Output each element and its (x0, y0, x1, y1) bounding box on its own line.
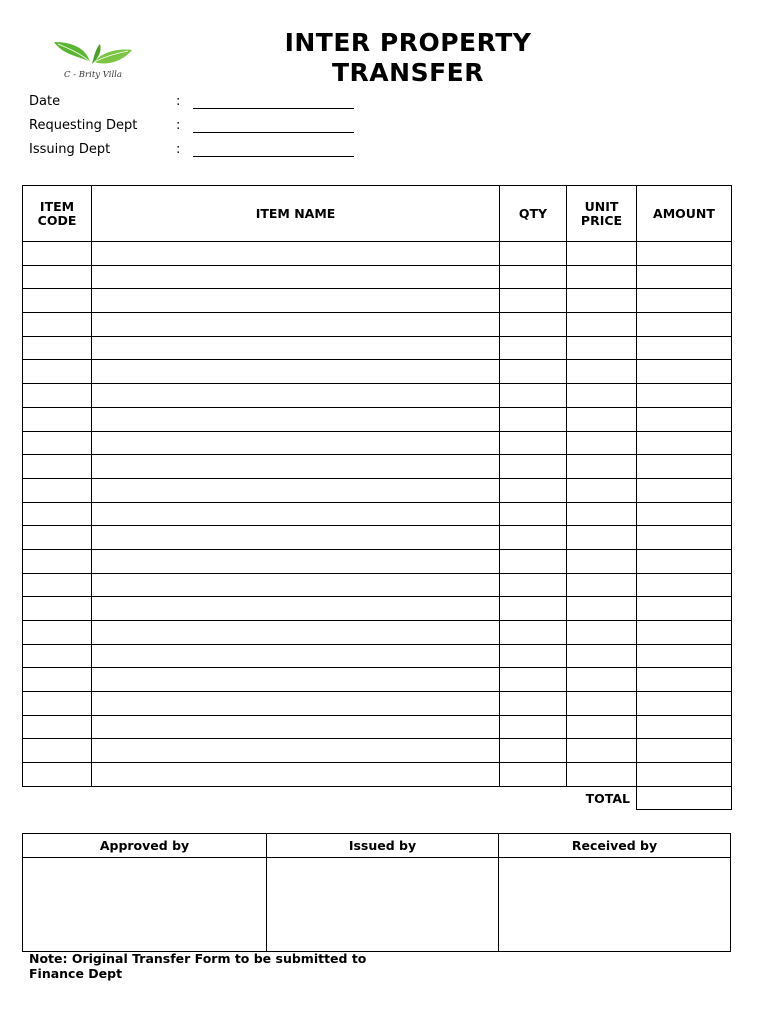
amount-cell[interactable] (637, 289, 732, 313)
qty-cell[interactable] (500, 763, 567, 787)
item-code-cell[interactable] (23, 549, 92, 573)
amount-cell[interactable] (637, 242, 732, 266)
item-code-cell[interactable] (23, 715, 92, 739)
unit-price-cell[interactable] (567, 573, 637, 597)
header-item-code (23, 186, 92, 242)
table-row (23, 644, 732, 668)
brand-logo-text: C - Brity Villa (64, 70, 122, 80)
amount-cell[interactable] (637, 573, 732, 597)
item-name-cell[interactable] (92, 407, 500, 431)
unit-price-cell[interactable] (567, 431, 637, 455)
date-label: Date (29, 94, 61, 109)
table-row (23, 502, 732, 526)
qty-cell[interactable] (500, 573, 567, 597)
amount-cell[interactable] (637, 692, 732, 716)
table-row (23, 739, 732, 763)
item-name-cell[interactable] (92, 621, 500, 645)
unit-price-cell[interactable] (567, 715, 637, 739)
unit-price-cell[interactable] (567, 289, 637, 313)
item-code-cell[interactable] (23, 478, 92, 502)
qty-cell[interactable] (500, 668, 567, 692)
qty-cell[interactable] (500, 644, 567, 668)
amount-cell[interactable] (637, 739, 732, 763)
amount-cell[interactable] (637, 597, 732, 621)
item-name-cell[interactable] (92, 289, 500, 313)
item-code-cell[interactable] (23, 621, 92, 645)
qty-cell[interactable] (500, 384, 567, 408)
header-qty: QTY (500, 186, 567, 242)
item-code-cell[interactable] (23, 573, 92, 597)
item-name-cell[interactable] (92, 242, 500, 266)
footer-note (29, 951, 429, 981)
header-item-code-line-1: ITEM (39, 198, 75, 214)
qty-cell[interactable] (500, 336, 567, 360)
issuing-dept-colon: : (176, 142, 181, 157)
item-name-cell[interactable] (92, 715, 500, 739)
qty-cell[interactable] (500, 502, 567, 526)
unit-price-cell[interactable] (567, 668, 637, 692)
brand-logo (50, 34, 136, 80)
item-name-cell[interactable] (92, 597, 500, 621)
item-code-cell[interactable] (23, 384, 92, 408)
item-code-cell[interactable] (23, 313, 92, 337)
header-unit-price-line-1: UNIT (584, 198, 619, 214)
unit-price-cell[interactable] (567, 242, 637, 266)
item-name-cell[interactable] (92, 384, 500, 408)
table-row (23, 242, 732, 266)
item-name-cell[interactable] (92, 502, 500, 526)
item-code-cell[interactable] (23, 289, 92, 313)
table-row (23, 621, 732, 645)
title-line-2: TRANSFER (332, 58, 484, 87)
unit-price-cell[interactable] (567, 502, 637, 526)
signature-table (22, 833, 731, 952)
table-row (23, 526, 732, 550)
item-name-cell[interactable] (92, 478, 500, 502)
unit-price-cell[interactable] (567, 692, 637, 716)
unit-price-cell[interactable] (567, 621, 637, 645)
table-row (23, 431, 732, 455)
item-name-cell[interactable] (92, 431, 500, 455)
item-code-cell[interactable] (23, 739, 92, 763)
item-name-cell[interactable] (92, 455, 500, 479)
approved-by-signature-box[interactable] (23, 858, 267, 952)
unit-price-cell[interactable] (567, 455, 637, 479)
table-row (23, 597, 732, 621)
item-code-cell[interactable] (23, 360, 92, 384)
table-row (23, 455, 732, 479)
qty-cell[interactable] (500, 242, 567, 266)
qty-cell[interactable] (500, 455, 567, 479)
header-item-name: ITEM NAME (92, 186, 500, 242)
qty-cell[interactable] (500, 692, 567, 716)
table-row (23, 549, 732, 573)
signature-box-row (23, 858, 731, 952)
requesting-dept-label: Requesting Dept (29, 118, 138, 133)
amount-cell[interactable] (637, 431, 732, 455)
item-name-cell[interactable] (92, 668, 500, 692)
amount-cell[interactable] (637, 715, 732, 739)
note-line-1: Note: Original Transfer Form to be submitted to (29, 951, 367, 966)
item-code-cell[interactable] (23, 502, 92, 526)
unit-price-cell[interactable] (567, 478, 637, 502)
table-row (23, 289, 732, 313)
table-row (23, 384, 732, 408)
issuing-dept-label: Issuing Dept (29, 142, 111, 157)
total-label: TOTAL (585, 791, 630, 806)
amount-cell[interactable] (637, 644, 732, 668)
item-code-cell[interactable] (23, 763, 92, 787)
qty-cell[interactable] (500, 526, 567, 550)
table-row (23, 360, 732, 384)
item-name-cell[interactable] (92, 265, 500, 289)
amount-cell[interactable] (637, 763, 732, 787)
unit-price-cell[interactable] (567, 763, 637, 787)
unit-price-cell[interactable] (567, 597, 637, 621)
unit-price-cell[interactable] (567, 549, 637, 573)
item-code-cell[interactable] (23, 644, 92, 668)
amount-cell[interactable] (637, 478, 732, 502)
table-row (23, 573, 732, 597)
amount-cell[interactable] (637, 360, 732, 384)
unit-price-cell[interactable] (567, 360, 637, 384)
item-code-cell[interactable] (23, 242, 92, 266)
item-name-cell[interactable] (92, 313, 500, 337)
item-code-cell[interactable] (23, 668, 92, 692)
unit-price-cell[interactable] (567, 526, 637, 550)
item-name-cell[interactable] (92, 763, 500, 787)
qty-cell[interactable] (500, 360, 567, 384)
requesting-dept-input-line[interactable] (193, 132, 354, 133)
issued-by-label: Issued by (267, 834, 499, 858)
qty-cell[interactable] (500, 621, 567, 645)
amount-cell[interactable] (637, 549, 732, 573)
header-item-code-line-2: CODE (37, 212, 77, 228)
items-table-body (23, 242, 732, 787)
received-by-label: Received by (499, 834, 731, 858)
table-row (23, 313, 732, 337)
item-name-cell[interactable] (92, 360, 500, 384)
date-input-line[interactable] (193, 108, 354, 109)
unit-price-cell[interactable] (567, 739, 637, 763)
item-code-cell[interactable] (23, 431, 92, 455)
unit-price-cell[interactable] (567, 336, 637, 360)
qty-cell[interactable] (500, 265, 567, 289)
unit-price-cell[interactable] (567, 407, 637, 431)
item-code-cell[interactable] (23, 692, 92, 716)
qty-cell[interactable] (500, 715, 567, 739)
page-title (200, 28, 616, 88)
qty-cell[interactable] (500, 313, 567, 337)
qty-cell[interactable] (500, 739, 567, 763)
date-colon: : (176, 94, 181, 109)
amount-cell[interactable] (637, 336, 732, 360)
item-name-cell[interactable] (92, 739, 500, 763)
qty-cell[interactable] (500, 431, 567, 455)
amount-cell[interactable] (637, 668, 732, 692)
amount-cell[interactable] (637, 621, 732, 645)
header-amount: AMOUNT (637, 186, 732, 242)
total-amount-cell[interactable] (636, 786, 732, 810)
item-name-cell[interactable] (92, 549, 500, 573)
qty-cell[interactable] (500, 597, 567, 621)
amount-cell[interactable] (637, 384, 732, 408)
amount-cell[interactable] (637, 455, 732, 479)
amount-cell[interactable] (637, 502, 732, 526)
unit-price-cell[interactable] (567, 265, 637, 289)
item-name-cell[interactable] (92, 692, 500, 716)
table-row (23, 692, 732, 716)
item-code-cell[interactable] (23, 455, 92, 479)
item-name-cell[interactable] (92, 526, 500, 550)
signature-header-row (23, 834, 731, 858)
amount-cell[interactable] (637, 407, 732, 431)
header-unit-price (567, 186, 637, 242)
issuing-dept-input-line[interactable] (193, 156, 354, 157)
note-line-2: Finance Dept (29, 966, 123, 981)
leaf-logo-icon (50, 34, 136, 80)
qty-cell[interactable] (500, 407, 567, 431)
item-name-cell[interactable] (92, 573, 500, 597)
requesting-dept-colon: : (176, 118, 181, 133)
amount-cell[interactable] (637, 265, 732, 289)
table-row (23, 478, 732, 502)
table-row (23, 763, 732, 787)
unit-price-cell[interactable] (567, 313, 637, 337)
received-by-signature-box[interactable] (499, 858, 731, 952)
unit-price-cell[interactable] (567, 644, 637, 668)
item-code-cell[interactable] (23, 265, 92, 289)
qty-cell[interactable] (500, 549, 567, 573)
header-unit-price-line-2: PRICE (580, 212, 623, 228)
item-code-cell[interactable] (23, 526, 92, 550)
table-row (23, 407, 732, 431)
title-line-1: INTER PROPERTY (284, 28, 532, 57)
item-code-cell[interactable] (23, 597, 92, 621)
table-row (23, 336, 732, 360)
item-code-cell[interactable] (23, 336, 92, 360)
issued-by-signature-box[interactable] (267, 858, 499, 952)
amount-cell[interactable] (637, 526, 732, 550)
unit-price-cell[interactable] (567, 384, 637, 408)
qty-cell[interactable] (500, 289, 567, 313)
item-name-cell[interactable] (92, 644, 500, 668)
qty-cell[interactable] (500, 478, 567, 502)
item-name-cell[interactable] (92, 336, 500, 360)
table-row (23, 715, 732, 739)
item-code-cell[interactable] (23, 407, 92, 431)
items-table (22, 185, 732, 787)
amount-cell[interactable] (637, 313, 732, 337)
approved-by-label: Approved by (23, 834, 267, 858)
table-row (23, 265, 732, 289)
table-row (23, 668, 732, 692)
items-table-header-row (23, 186, 732, 242)
